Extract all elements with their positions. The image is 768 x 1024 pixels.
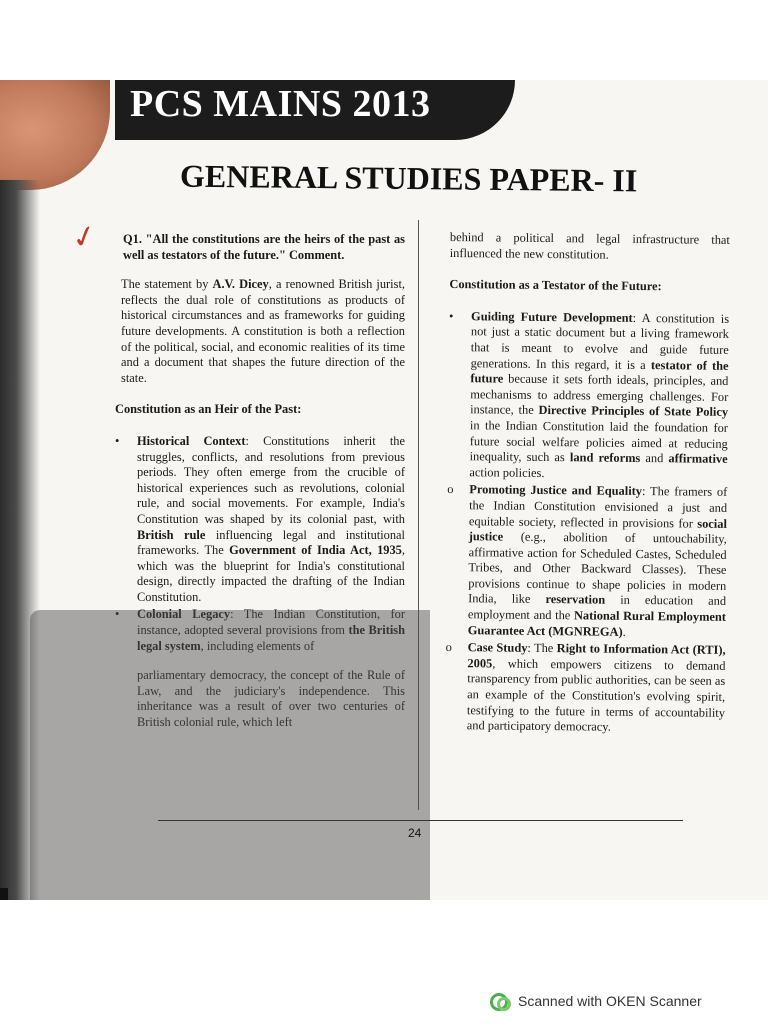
bullet-marker: • <box>115 607 120 622</box>
thumb-finger <box>0 80 110 190</box>
footer-rule <box>158 820 683 821</box>
heir-bullet-list <box>115 434 405 731</box>
bullet-marker: • <box>115 433 120 448</box>
testator-heading: Constitution as a Testator of the Future: <box>449 277 662 294</box>
left-column <box>115 232 405 733</box>
question-text: Q1. "All the constitutions are the heirs of the past as well as testators of the future." Comment. <box>123 232 405 262</box>
scanner-watermark-text: Scanned with OKEN Scanner <box>518 993 702 1009</box>
scan-corner-mark <box>0 888 8 900</box>
intro-paragraph: The statement by A.V. Dicey, a renowned British jurist, reflects the dual role of constitutions as products of historical circumstances and as frameworks for guiding future developments. A constitution is both a reflection of the political, social, and economic realities of its time and a document that shapes the future direction of the state. <box>121 277 405 385</box>
oken-scanner-logo-icon <box>490 991 510 1011</box>
continuation-text: behind a political and legal infrastructure that influenced the new constitution. <box>449 230 730 262</box>
testator-bullet-list <box>445 309 729 737</box>
bullet-colonial-legacy: • Colonial Legacy: The Indian Constitution, for instance, adopted several provisions from the British legal system, including elements of parliamentary democracy, the concept of the Rule of Law, and the judiciary's independence. This inheritance was a result of over two centuries of British colonial rule, which left <box>115 607 405 730</box>
page-number: 24 <box>408 826 422 840</box>
paper-title: GENERAL STUDIES PAPER- II <box>179 157 638 199</box>
bullet-marker: o <box>447 482 454 497</box>
exam-title: PCS MAINS 2013 <box>130 83 431 125</box>
heir-of-past-heading: Constitution as an Heir of the Past: <box>115 402 302 417</box>
bullet-case-study: o Case Study: The Right to Information Act (RTI), 2005, which empowers citizens to demand transparency from public authorities, can be seen as an example of the Constitution's evolving spirit, testifying to the future in terms of accountability and participatory democracy. <box>445 640 726 734</box>
right-column <box>445 230 730 739</box>
scanner-watermark <box>490 990 702 1012</box>
red-tick-mark: ✓ <box>67 217 102 258</box>
scanned-page <box>0 80 768 900</box>
page-edge-shadow <box>0 180 40 900</box>
bullet-historical-context: • Historical Context: Constitutions inherit the struggles, conflicts, and resolutions from previous periods. They often emerge from the crucible of historical experiences such as revolutions, colonial rule, and social movements. For example, India's Constitution was shaped by its colonial past, with British rule influencing legal and institutional frameworks. The Government of India Act, 1935, which was the blueprint for India's constitutional design, directly impacted the drafting of the Indian Constitution. <box>115 433 405 604</box>
bullet-guiding-future: • Guiding Future Development: A constitution is not just a static document but a living framework that is meant to evolve and guide future generations. In this regard, it is a testator of the future because it sets forth ideals, principles, and mechanisms to address emerging challenges. For instance, the Directive Principles of State Policy in the Indian Constitution laid the foundation for future social welfare policies aimed at reducing inequality, such as land reforms and affirmative action policies. <box>449 308 730 480</box>
column-divider <box>418 220 419 810</box>
bullet-marker: • <box>449 308 454 323</box>
bullet-marker: o <box>445 640 452 655</box>
bullet-promoting-justice: o Promoting Justice and Equality: The framers of the Indian Constitution envisioned a just and equitable society, reflected in provisions for social justice (e.g., abolition of untouchability, affirmative action for Scheduled Castes, Scheduled Tribes, and Other Backward Classes). These provisions continue to shape policies in modern India, like reservation in education and employment and the National Rural Employment Guarantee Act (MGNREGA). <box>447 482 728 639</box>
colonial-legacy-continuation: parliamentary democracy, the concept of the Rule of Law, and the judiciary's independence. This inheritance was a result of over two centuries of British colonial rule, which left <box>137 668 405 730</box>
